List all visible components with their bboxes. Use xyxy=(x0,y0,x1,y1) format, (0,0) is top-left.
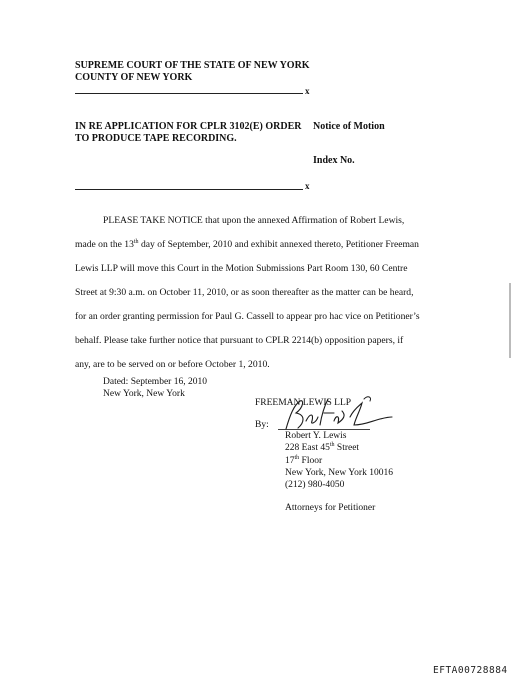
county-name: COUNTY OF NEW YORK xyxy=(75,72,193,83)
matter-title-line2: TO PRODUCE TAPE RECORDING. xyxy=(75,133,237,144)
body-line-1: PLEASE TAKE NOTICE that upon the annexed Affirmation of Robert Lewis, xyxy=(103,215,405,226)
firm-name: FREEMAN LEWIS LLP xyxy=(255,398,352,408)
handwritten-signature xyxy=(280,395,395,433)
body-line-5: for an order granting permission for Paul G. Cassell to appear pro hac vice on Petitioner’s xyxy=(75,311,420,322)
caption-rule-bottom xyxy=(75,189,303,190)
address-floor: 17th Floor xyxy=(285,454,323,466)
attorneys-role: Attorneys for Petitioner xyxy=(285,503,376,513)
body-line-2: made on the 13th day of September, 2010 and exhibit annexed thereto, Petitioner Freeman xyxy=(75,238,419,250)
signer-name: Robert Y. Lewis xyxy=(285,431,347,441)
caption-x-mark-top: x xyxy=(305,86,310,96)
scan-edge-mark xyxy=(509,283,511,358)
phone-number: (212) 980-4050 xyxy=(285,480,345,490)
caption-x-mark-bottom: x xyxy=(305,181,310,191)
caption-rule-top xyxy=(75,93,303,94)
court-name: SUPREME COURT OF THE STATE OF NEW YORK xyxy=(75,60,310,71)
index-number-label: Index No. xyxy=(313,155,355,166)
matter-title-line1: IN RE APPLICATION FOR CPLR 3102(E) ORDER xyxy=(75,121,302,132)
document-type: Notice of Motion xyxy=(313,121,385,132)
address-city: New York, New York 10016 xyxy=(285,468,393,478)
by-label: By: xyxy=(255,420,269,430)
dated-location: New York, New York xyxy=(103,389,185,399)
body-line-7: any, are to be served on or before October 1, 2010. xyxy=(75,359,270,370)
body-line-4: Street at 9:30 a.m. on October 11, 2010, or as soon thereafter as the matter can be heard, xyxy=(75,287,414,298)
bates-number: EFTA00728884 xyxy=(433,665,508,676)
body-line-6: behalf. Please take further notice that pursuant to CPLR 2214(b) opposition papers, if xyxy=(75,335,404,346)
body-line-3: Lewis LLP will move this Court in the Motion Submissions Part Room 130, 60 Centre xyxy=(75,263,408,274)
dated-line: Dated: September 16, 2010 xyxy=(103,377,207,387)
address-street: 228 East 45th Street xyxy=(285,441,360,453)
